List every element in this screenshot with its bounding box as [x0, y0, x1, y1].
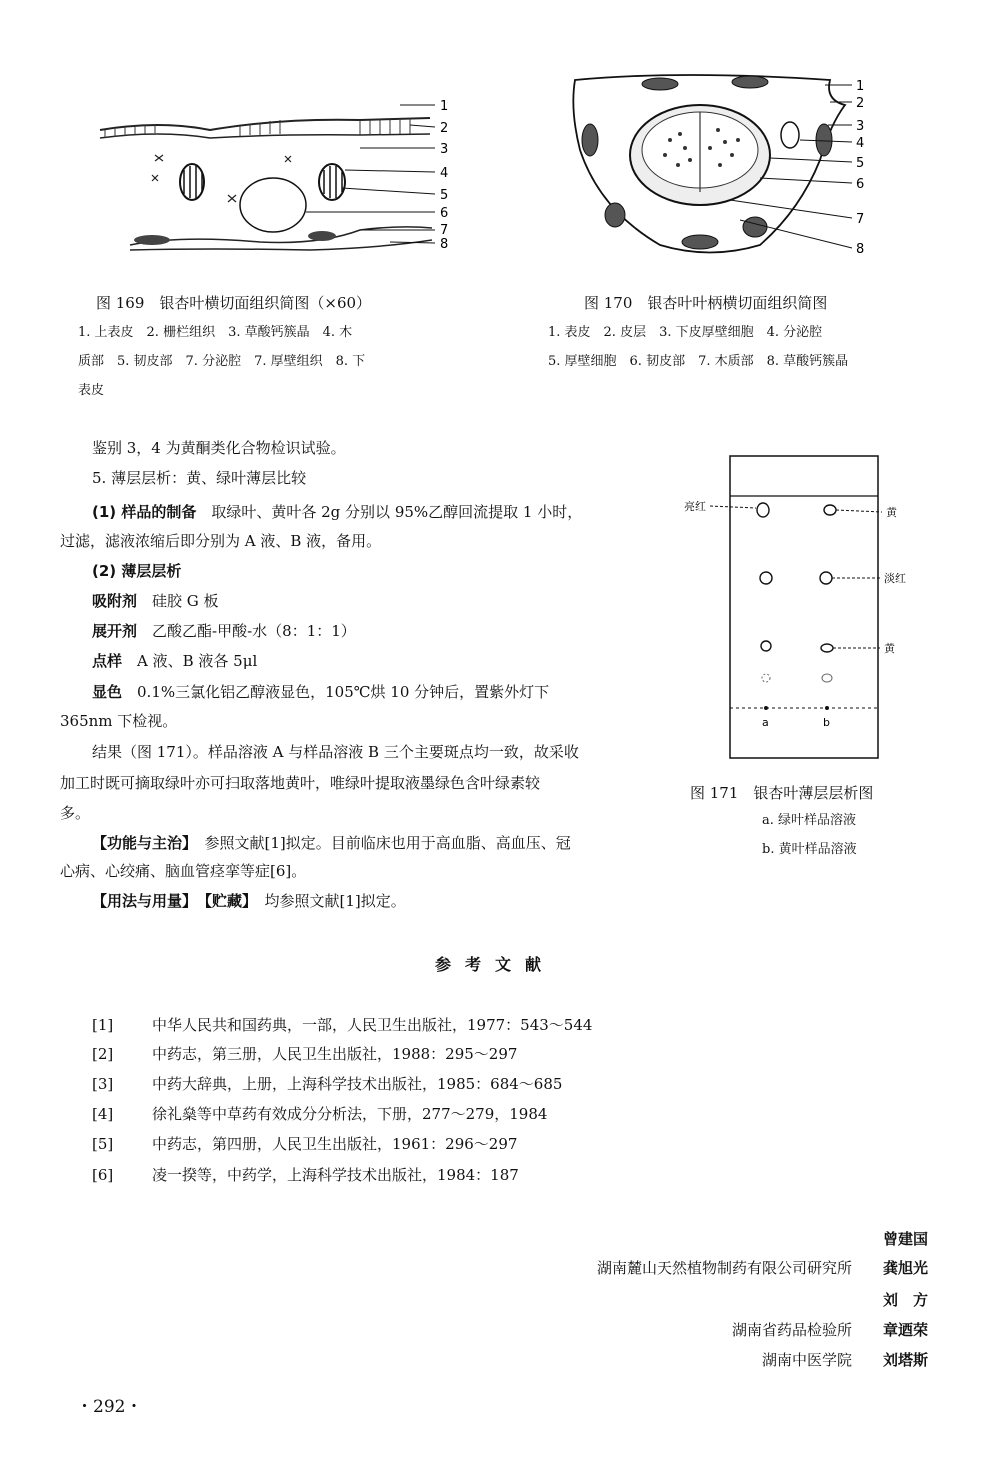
- references-title: 参考文献: [434, 955, 555, 974]
- fig170-legend: [548, 318, 968, 376]
- fig169-label-5: 5: [440, 188, 449, 203]
- body-text: 均参照文献[1]拟定。: [249, 892, 406, 910]
- fig170-legend-line: 5. 厚壁细胞 6. 韧皮部 7. 木质部 8. 草酸钙簇晶: [548, 354, 849, 369]
- fig171-legend: [762, 806, 962, 864]
- author-name: 曾建国: [882, 1230, 928, 1248]
- author-row: [597, 1257, 928, 1278]
- tlc-lane-a: a: [762, 716, 769, 729]
- author-row: [852, 1228, 928, 1249]
- reference-text: 中药大辞典，上册，上海科学技术出版社，1985：684～685: [152, 1075, 563, 1093]
- fig171-legend-line: a. 绿叶样品溶液: [762, 813, 857, 828]
- fig170-label-5: 5: [856, 156, 865, 171]
- reference-text: 徐礼燊等中草药有效成分分析法，下册，277～279，1984: [152, 1105, 548, 1123]
- fig170-label-6: 6: [856, 177, 865, 192]
- tlc-left-label: 亮红: [684, 500, 706, 513]
- body-line: 心病、心绞痛、脑血管痉挛等症[6]。: [60, 862, 307, 880]
- author-row: [852, 1289, 928, 1310]
- subheading: 吸附剂: [92, 592, 138, 610]
- subheading: 显色: [92, 683, 123, 701]
- reference-item: [92, 1164, 519, 1185]
- body-text: 乙酸乙酯-甲酸-水（8：1：1）: [137, 622, 356, 640]
- figure-171-tlc-plate: [680, 450, 920, 770]
- reference-number: [1]: [92, 1016, 114, 1034]
- reference-text: 中药志，第四册，人民卫生出版社，1961：296～297: [152, 1135, 518, 1153]
- fig170-caption: 图 170 银杏叶叶柄横切面组织简图: [584, 294, 828, 312]
- body-line: 过滤，滤液浓缩后即分别为 A 液、B 液，备用。: [60, 532, 382, 550]
- fig169-caption: 图 169 银杏叶横切面组织简图（×60）: [96, 294, 372, 312]
- tlc-right-label-bottom: 黄: [884, 642, 895, 655]
- section-heading: 【功能与主治】: [92, 834, 190, 852]
- fig169-legend-line: 1. 上表皮 2. 栅栏组织 3. 草酸钙簇晶 4. 木: [78, 325, 353, 340]
- fig169-legend-line: 表皮: [78, 383, 105, 398]
- fig171-caption: 图 171 银杏叶薄层层析图: [690, 784, 874, 802]
- body-text: A 液、B 液各 5μl: [122, 652, 258, 670]
- fig169-label-2: 2: [440, 121, 449, 136]
- fig170-label-2: 2: [856, 96, 865, 111]
- reference-item: [92, 1043, 517, 1064]
- reference-text: 中华人民共和国药典，一部，人民卫生出版社，1977：543～544: [152, 1016, 593, 1034]
- body-line: [60, 497, 582, 527]
- fig169-label-4: 4: [440, 166, 449, 181]
- body-line: [60, 828, 571, 858]
- body-text: 硅胶 G 板: [137, 592, 219, 610]
- page-number: ・292・: [76, 1397, 143, 1417]
- body-line: [60, 586, 219, 616]
- tlc-right-label-mid: 淡红: [884, 572, 906, 585]
- body-text: 0.1%三氯化铝乙醇液显色，105℃烘 10 分钟后，置紫外灯下: [122, 683, 550, 701]
- body-line: [60, 646, 257, 676]
- fig170-label-7: 7: [856, 212, 865, 227]
- subheading: (2) 薄层层析: [92, 562, 182, 580]
- fig171-legend-line: b. 黄叶样品溶液: [762, 842, 857, 857]
- reference-number: [3]: [92, 1075, 114, 1093]
- subheading: 点样: [92, 652, 123, 670]
- author-affiliation: 湖南麓山天然植物制药有限公司研究所: [596, 1259, 852, 1277]
- body-line: 加工时既可摘取绿叶亦可扫取落地黄叶，唯绿叶提取液墨绿色含叶绿素较: [60, 774, 541, 792]
- fig170-legend-line: 1. 表皮 2. 皮层 3. 下皮厚壁细胞 4. 分泌腔: [548, 325, 823, 340]
- author-name: 刘 方: [882, 1291, 928, 1309]
- fig169-label-6: 6: [440, 206, 449, 221]
- reference-item: [92, 1014, 592, 1035]
- body-text: 参照文献[1]拟定。目前临床也用于高血脂、高血压、冠: [189, 834, 571, 852]
- body-line: 5. 薄层层析：黄、绿叶薄层比较: [92, 469, 307, 487]
- author-name: 刘塔斯: [882, 1351, 928, 1369]
- reference-text: 中药志，第三册，人民卫生出版社，1988：295～297: [152, 1045, 518, 1063]
- body-line: 结果（图 171）。样品溶液 A 与样品溶液 B 三个主要斑点均一致，故采收: [92, 743, 579, 761]
- author-name: 龚旭光: [882, 1259, 928, 1277]
- body-line: [60, 886, 406, 916]
- tlc-lane-b: b: [823, 716, 830, 729]
- fig170-label-4: 4: [856, 136, 865, 151]
- fig169-label-8: 8: [440, 237, 449, 252]
- body-line: [60, 616, 356, 646]
- author-affiliation: 湖南中医学院: [761, 1351, 852, 1369]
- fig170-label-3: 3: [856, 119, 865, 134]
- fig169-label-3: 3: [440, 142, 449, 157]
- reference-item: [92, 1133, 517, 1154]
- author-name: 章迺荣: [882, 1321, 928, 1339]
- section-heading: 【贮藏】: [189, 892, 250, 910]
- author-affiliation: 湖南省药品检验所: [731, 1321, 852, 1339]
- author-row: [762, 1349, 928, 1370]
- fig169-label-7: 7: [440, 223, 449, 238]
- body-line: 鉴别 3，4 为黄酮类化合物检识试验。: [92, 439, 346, 457]
- figure-170-diagram: [560, 70, 880, 270]
- reference-item: [92, 1103, 547, 1124]
- subheading: (1) 样品的制备: [92, 503, 197, 521]
- reference-number: [4]: [92, 1105, 114, 1123]
- tlc-right-label-top: 黄: [886, 506, 897, 519]
- reference-number: [5]: [92, 1135, 114, 1153]
- subheading: 展开剂: [92, 622, 138, 640]
- reference-text: 凌一揆等，中药学，上海科学技术出版社，1984：187: [152, 1166, 519, 1184]
- fig170-label-1: 1: [856, 79, 865, 94]
- body-line: [60, 677, 549, 707]
- fig169-label-1: 1: [440, 99, 449, 114]
- reference-number: [2]: [92, 1045, 114, 1063]
- figure-169-diagram: [60, 90, 480, 260]
- reference-number: [6]: [92, 1166, 114, 1184]
- section-heading: 【用法与用量】: [92, 892, 190, 910]
- fig169-legend-line: 质部 5. 韧皮部 7. 分泌腔 7. 厚壁组织 8. 下: [78, 354, 366, 369]
- fig169-legend: [78, 318, 478, 405]
- reference-item: [92, 1073, 562, 1094]
- body-line: 多。: [60, 804, 91, 822]
- author-row: [732, 1319, 928, 1340]
- body-line: 365nm 下检视。: [60, 712, 178, 730]
- body-text: 取绿叶、黄叶各 2g 分别以 95%乙醇回流提取 1 小时，: [196, 503, 583, 521]
- fig170-label-8: 8: [856, 242, 865, 257]
